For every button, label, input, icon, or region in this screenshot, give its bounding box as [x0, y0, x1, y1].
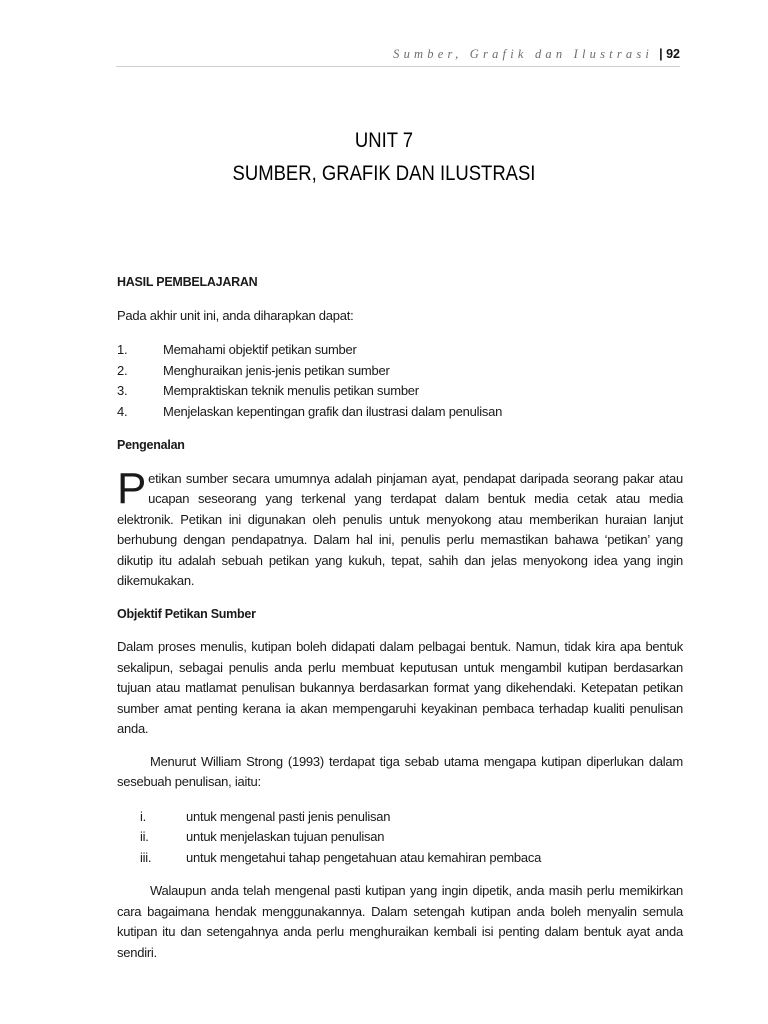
page-number-block	[659, 47, 680, 61]
list-item: ii. untuk menjelaskan tujuan penulisan	[140, 829, 385, 844]
learning-outcomes-heading: HASIL PEMBELAJARAN	[117, 275, 258, 289]
objectives-paragraph-3: Walaupun anda telah mengenal pasti kutipan yang ingin dipetik, anda masih perlu memikirkan cara bagaimana hendak menggunakannya. Dalam setengah kutipan anda boleh menyalin semula kutipan itu dan setengahnya anda perlu menghuraikan kembali isi penting dalam bentuk ayat anda sendiri.	[117, 883, 683, 960]
introduction-body: etikan sumber secara umumnya adalah pinjaman ayat, pendapat daripada seorang pakar atau ucapan seseorang yang terkenal yang terdapat dalam bentuk media cetak atau media elektronik. Petikan ini digunakan oleh penulis untuk menyokong atau memberikan huraian lanjut berhubung dengan pendapatnya. Dalam hal ini, penulis perlu memastikan bahawa ‘petikan’ yang dikutip itu adalah sebuah petikan yang kukuh, tepat, sahih dan jelas menyokong idea yang ingin dikemukakan.	[117, 470, 683, 588]
header-separator: |	[659, 47, 663, 61]
unit-name: SUMBER, GRAFIK DAN ILUSTRASI	[232, 162, 536, 185]
reasons-list	[117, 807, 683, 869]
drop-cap: P	[117, 463, 147, 513]
objectives-paragraph-2: Menurut William Strong (1993) terdapat tiga sebab utama mengapa kutipan diperlukan dalam sesebuah penulisan, iaitu:	[117, 753, 683, 789]
list-item: iii. untuk mengetahui tahap pengetahuan atau kemahiran pembaca	[140, 849, 542, 865]
unit-title-block	[148, 124, 620, 190]
introduction-paragraph	[117, 463, 683, 592]
list-item: 2. Menghuraikan jenis-jenis petikan sumber	[117, 362, 390, 378]
list-item: 1. Memahami objektif petikan sumber	[117, 342, 357, 357]
page-number: 92	[666, 47, 680, 61]
running-header	[116, 44, 680, 64]
introduction-heading: Pengenalan	[117, 438, 185, 452]
objectives-paragraph-1: Dalam proses menulis, kutipan boleh didapati dalam pelbagai bentuk. Namun, tidak kira apa bentuk sekalipun, sebagai penulis anda perlu membuat keputusan untuk mengambil kutipan berdasarkan tujuan atau matlamat penulisan bukannya berdasarkan format yang dikehendaki. Ketepatan petikan sumber amat penting kerana ia akan mempengaruhi keyakinan pembaca terhadap kualiti penulisan anda.	[117, 639, 683, 736]
learning-outcomes-list	[117, 340, 683, 422]
learning-outcomes-intro: Pada akhir unit ini, anda diharapkan dapat:	[117, 307, 354, 323]
objectives-heading: Objektif Petikan Sumber	[117, 606, 256, 621]
page-body	[117, 272, 683, 963]
list-item: i. untuk mengenal pasti jenis penulisan	[140, 808, 391, 824]
header-rule	[116, 66, 680, 67]
running-title: Sumber, Grafik dan Ilustrasi	[393, 47, 654, 61]
list-item: 3. Mempraktiskan teknik menulis petikan sumber	[117, 383, 419, 398]
unit-number: UNIT 7	[354, 129, 414, 152]
list-item: 4. Menjelaskan kepentingan grafik dan ilustrasi dalam penulisan	[117, 403, 503, 419]
